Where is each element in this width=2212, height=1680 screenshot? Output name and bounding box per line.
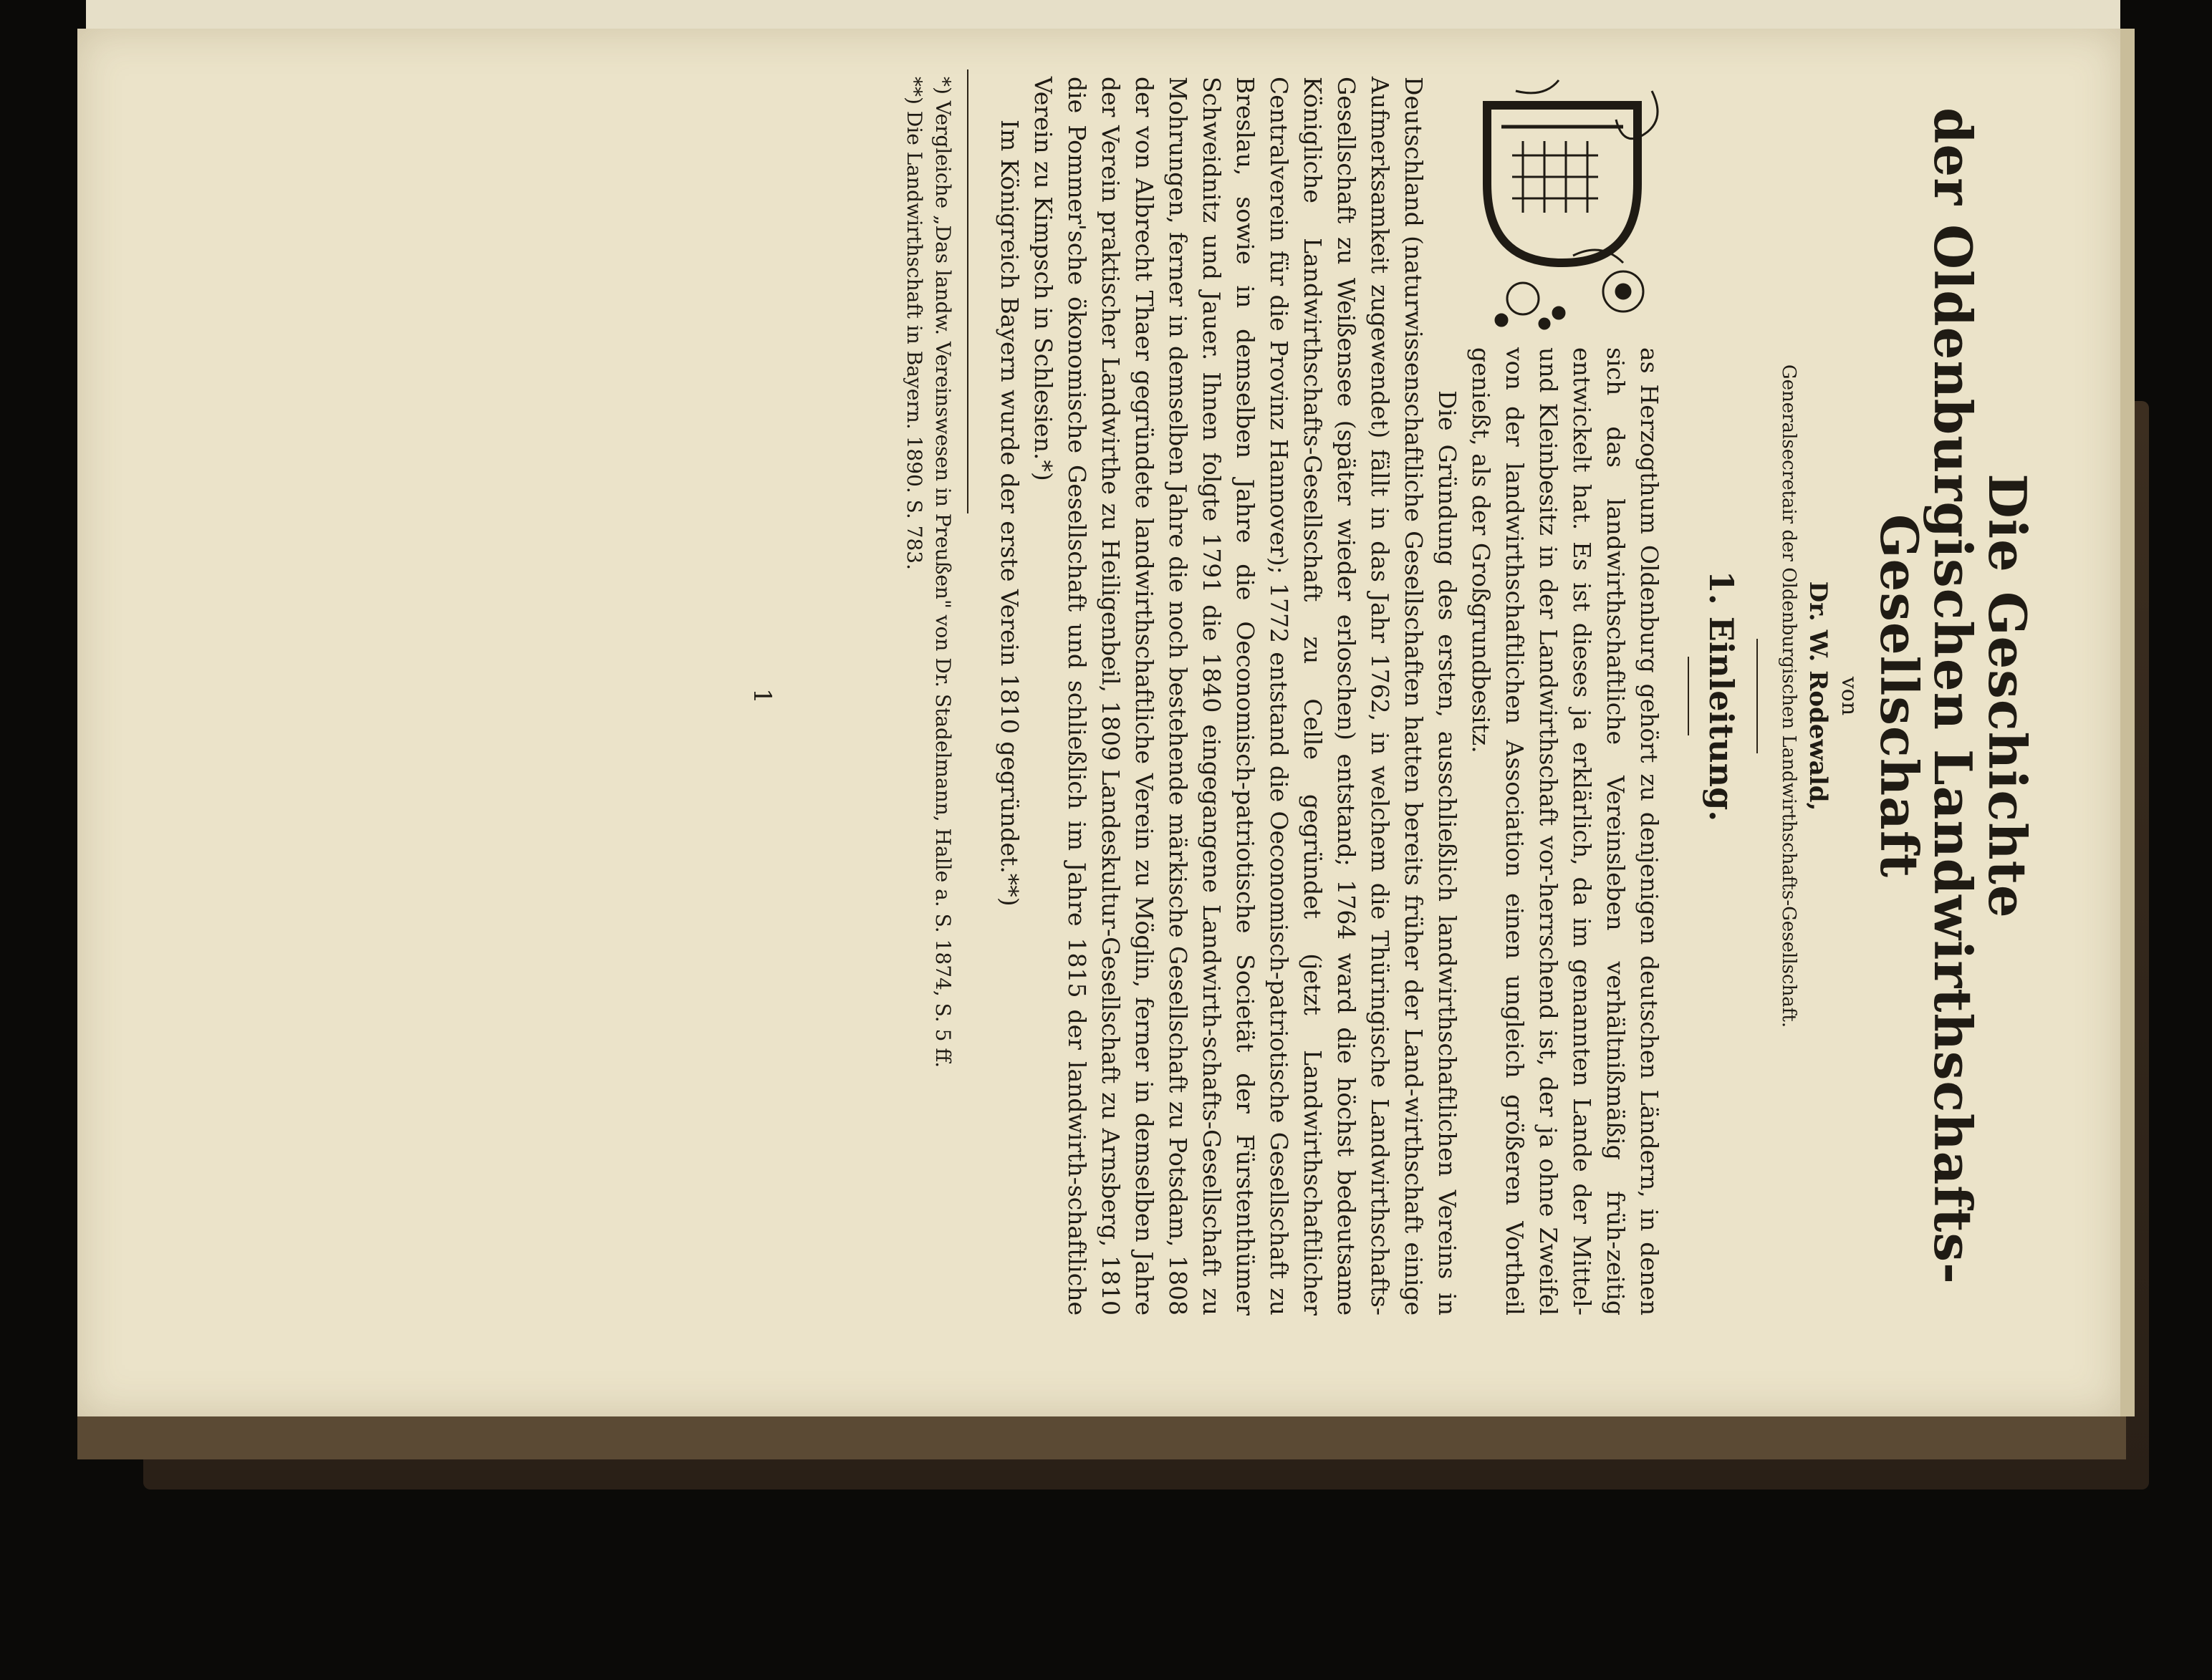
section-heading: 1. Einleitung. [1702, 570, 1741, 822]
book-block-edge [77, 1416, 2126, 1459]
title-divider [1756, 639, 1758, 753]
page-number: 1 [748, 688, 776, 704]
by-line: von [1837, 676, 1862, 716]
page-content [731, 69, 2063, 1323]
facing-page-edge [86, 0, 2120, 30]
author-name: Dr. W. Rodewald, [1804, 581, 1833, 811]
page-title: Die Geschichte [1977, 473, 2038, 919]
footnote-1: *) Vergleiche „Das landw. Vereinswesen in Preußen" von Dr. Stadelmann, Halle a. S. 1874, S. 5 ff. [931, 77, 956, 1068]
body-text [993, 69, 1666, 1323]
paragraph-1: as Herzogthum Oldenburg gehört zu denjenigen deutschen Ländern, in denen sich das landwirthschaftliche Vereinsleben verhältnißmäßig früh-zeitig entwickelt hat. Es ist dieses ja erklärlich, da im genannten Lande der Mittel- und Kleinbesitz in der Landwirthschaft vor-herrschend ist, der ja ohne Zweifel von der landwirthschaftlichen Association einen ungleich größeren Vortheil genießt, als der Großgrundbesitz. [1467, 347, 1664, 1315]
page-subtitle: der Oldenburgischen Landwirthschafts-Gesellschaft [1868, 107, 1984, 1285]
paragraph-2: Die Gründung des ersten, ausschließlich landwirthschaftlichen Vereins in Deutschland (naturwissenschaftliche Gesellschaften hatten bereits früher der Land-wirthschaft einige Aufmerksamkeit zugewendet) fällt in das Jahr 1762, in welchem die Thüringische Landwirthschafts-Gesellschaft zu Weißensee (später wieder erloschen) entstand; 1764 ward die höchst bedeutsame Königliche Landwirthschafts-Gesellschaft zu Celle gegründet (jetzt Landwirthschaftlicher Centralverein für die Provinz Hannover); 1772 entstand die Oeconomisch-patriotische Gesellschaft zu Breslau, sowie in demselben Jahre die Oeconomisch-patriotische Societät der Fürstenthümer Schweidnitz und Jauer. Ihnen folgte 1791 die 1840 eingegangene Landwirth-schafts-Gesellschaft zu Mohrungen, ferner in demselben Jahre die noch bestehende märkische Gesellschaft zu Potsdam, 1808 der von Albrecht Thaer gegründete landwirthschaftliche Verein zu Möglin, ferner in demselben Jahre der Verein praktischer Landwirthe zu Heiligenbeil, 1809 Landeskultur-Gesellschaft zu Arnsberg, 1810 die Pommer'sche ökonomische Gesellschaft und schließlich im Jahre 1815 der landwirth-schaftliche Verein zu Kimpsch in Schlesien.*) [1029, 77, 1462, 1315]
footnote-divider [967, 69, 968, 513]
author-affiliation: Generalsecretair der Oldenburgischen Landwirthschafts-Gesellschaft. [1778, 364, 1800, 1028]
ornamental-initial-d-icon [1466, 77, 1666, 334]
section-divider [1688, 657, 1689, 735]
paragraph-3: Im Königreich Bayern wurde der erste Verein 1810 gegründet.**) [996, 120, 1024, 907]
footnote-2: **) Die Landwirthschaft in Bayern. 1890. S. 783. [903, 77, 927, 570]
page-right-edge [2120, 29, 2135, 1416]
